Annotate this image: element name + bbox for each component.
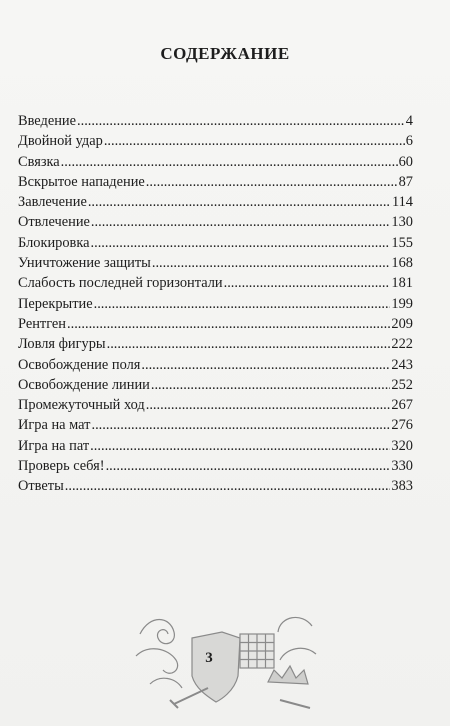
table-of-contents bbox=[18, 111, 413, 497]
toc-entry-label: Введение bbox=[18, 113, 77, 129]
toc-entry bbox=[18, 192, 413, 212]
toc-leader-dots bbox=[106, 456, 391, 476]
toc-leader-dots bbox=[146, 172, 398, 192]
toc-leader-dots bbox=[88, 192, 391, 212]
toc-entry-label: Слабость последней горизонтали bbox=[18, 275, 223, 292]
toc-entry bbox=[18, 273, 413, 293]
toc-entry-label: Ответы bbox=[18, 478, 64, 495]
toc-leader-dots bbox=[90, 436, 390, 456]
toc-entry bbox=[18, 334, 413, 354]
toc-leader-dots bbox=[94, 294, 391, 314]
toc-entry-label: Завлечение bbox=[18, 194, 87, 211]
toc-entry-label: Блокировка bbox=[18, 234, 90, 251]
toc-entry bbox=[18, 395, 413, 415]
toc-entry-page: 6 bbox=[405, 133, 413, 150]
toc-entry-page: 276 bbox=[391, 417, 413, 434]
toc-entry-page: 130 bbox=[391, 214, 413, 231]
toc-entry-page: 199 bbox=[391, 295, 413, 312]
toc-entry bbox=[18, 314, 413, 334]
toc-entry-label: Рентген bbox=[18, 315, 66, 332]
toc-entry-page: 243 bbox=[391, 356, 413, 373]
toc-entry-page: 114 bbox=[391, 194, 413, 211]
toc-entry-page: 87 bbox=[398, 173, 413, 190]
toc-leader-dots bbox=[146, 395, 391, 415]
toc-entry-page: 330 bbox=[391, 458, 413, 475]
toc-leader-dots bbox=[104, 131, 405, 151]
toc-entry bbox=[18, 415, 413, 435]
toc-entry-label: Освобождение поля bbox=[18, 356, 141, 373]
toc-leader-dots bbox=[61, 152, 398, 172]
toc-entry bbox=[18, 233, 413, 253]
toc-entry-page: 4 bbox=[405, 113, 413, 129]
toc-entry-page: 60 bbox=[398, 153, 413, 170]
toc-entry-label: Отвлечение bbox=[18, 214, 90, 231]
toc-entry-label: Ловля фигуры bbox=[18, 336, 106, 353]
toc-leader-dots bbox=[67, 314, 390, 334]
toc-entry-page: 168 bbox=[391, 255, 413, 272]
toc-leader-dots bbox=[141, 355, 390, 375]
toc-entry-label: Перекрытие bbox=[18, 295, 93, 312]
toc-entry-label: Связка bbox=[18, 153, 60, 170]
toc-leader-dots bbox=[65, 476, 391, 496]
toc-entry-label: Игра на пат bbox=[18, 437, 90, 454]
toc-entry-label: Промежуточный ход bbox=[18, 397, 145, 414]
toc-entry-page: 383 bbox=[391, 478, 413, 495]
toc-entry-page: 155 bbox=[391, 234, 413, 251]
toc-entry bbox=[18, 375, 413, 395]
chess-ornament-icon bbox=[130, 604, 320, 714]
toc-entry bbox=[18, 111, 413, 131]
toc-entry-page: 181 bbox=[391, 275, 413, 292]
toc-entry bbox=[18, 131, 413, 151]
toc-entry-label: Освобождение линии bbox=[18, 376, 150, 393]
toc-entry-label: Уничтожение защиты bbox=[18, 255, 151, 272]
toc-entry bbox=[18, 152, 413, 172]
toc-leader-dots bbox=[152, 253, 391, 273]
toc-entry bbox=[18, 172, 413, 192]
toc-entry-label: Двойной удар bbox=[18, 133, 103, 150]
contents-heading: СОДЕРЖАНИЕ bbox=[160, 44, 290, 63]
toc-entry-label: Вскрытое нападение bbox=[18, 173, 145, 190]
toc-entry-page: 267 bbox=[391, 397, 413, 414]
toc-entry-label: Проверь себя! bbox=[18, 458, 105, 475]
toc-entry bbox=[18, 294, 413, 314]
toc-entry bbox=[18, 253, 413, 273]
toc-entry-page: 252 bbox=[391, 376, 413, 393]
toc-leader-dots bbox=[107, 334, 391, 354]
toc-leader-dots bbox=[91, 233, 391, 253]
toc-leader-dots bbox=[224, 273, 391, 293]
toc-entry bbox=[18, 476, 413, 496]
toc-entry bbox=[18, 436, 413, 456]
toc-leader-dots bbox=[151, 375, 391, 395]
toc-entry-page: 320 bbox=[391, 437, 413, 454]
toc-entry bbox=[18, 212, 413, 232]
toc-entry bbox=[18, 456, 413, 476]
toc-entry-page: 222 bbox=[391, 336, 413, 353]
toc-leader-dots bbox=[77, 111, 405, 131]
toc-entry-page: 209 bbox=[391, 315, 413, 332]
toc-entry bbox=[18, 355, 413, 375]
toc-leader-dots bbox=[91, 415, 390, 435]
toc-entry-label: Игра на мат bbox=[18, 417, 91, 434]
toc-leader-dots bbox=[91, 212, 390, 232]
page-number: 3 bbox=[205, 650, 213, 666]
